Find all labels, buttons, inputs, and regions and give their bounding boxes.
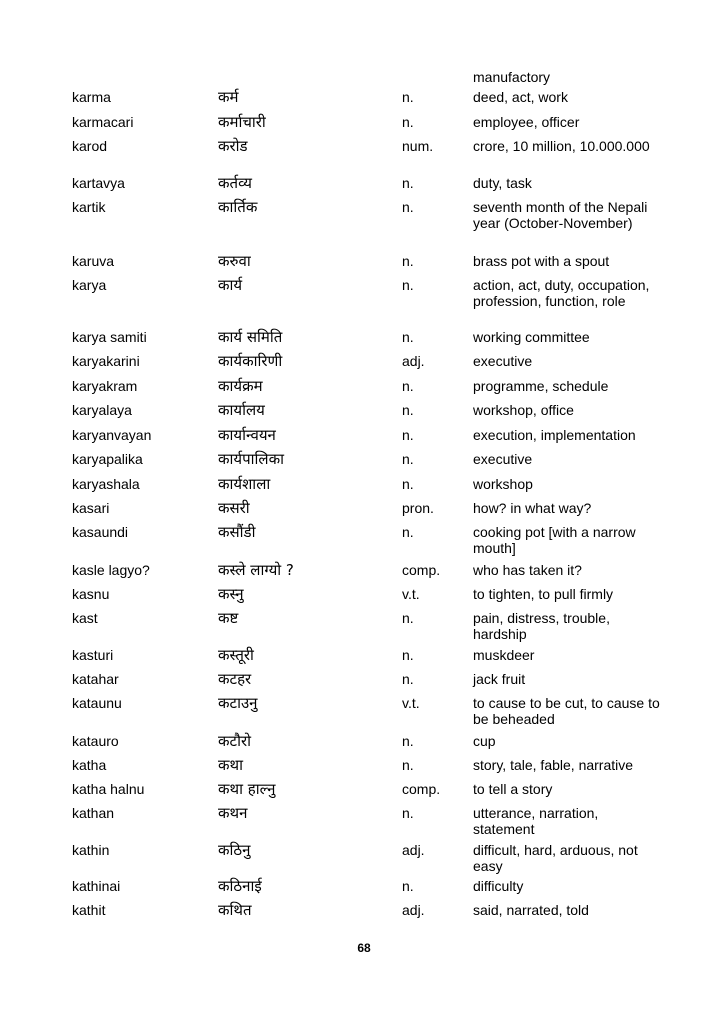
entry-nepali: कर्म — [218, 88, 239, 106]
entry-part-of-speech: n. — [402, 277, 414, 293]
entry-definition: crore, 10 million, 10.000.000 — [473, 138, 650, 154]
entry-romanized: karyashala — [72, 476, 140, 492]
entry-romanized: katha — [72, 757, 107, 773]
entry-romanized: kasaundi — [72, 524, 129, 540]
entry-part-of-speech: n. — [402, 805, 414, 821]
entry-romanized: karuva — [72, 253, 115, 269]
entry-romanized: karmacari — [72, 114, 134, 130]
entry-nepali: कार्यकारिणी — [218, 352, 283, 370]
entry-definition: workshop — [473, 476, 533, 492]
entry-romanized: karyalaya — [72, 402, 132, 418]
entry-definition: difficulty — [473, 878, 524, 894]
entry-definition: who has taken it? — [473, 562, 582, 578]
entry-part-of-speech: pron. — [402, 500, 434, 516]
entry-nepali: कटहर — [218, 670, 252, 688]
entry-part-of-speech: n. — [402, 175, 414, 191]
entry-nepali: कथन — [218, 804, 248, 822]
entry-part-of-speech: n. — [402, 476, 414, 492]
entry-definition: brass pot with a spout — [473, 253, 610, 269]
entry-romanized: karma — [72, 89, 111, 105]
entry-nepali: कटाउनु — [218, 694, 258, 712]
entry-romanized: karyapalika — [72, 451, 143, 467]
entry-definition: workshop, office — [473, 402, 574, 418]
entry-definition: action, act, duty, occupation, profession, function, role — [473, 277, 650, 309]
entry-definition: programme, schedule — [473, 378, 609, 394]
entry-part-of-speech: n. — [402, 427, 414, 443]
entry-nepali: कथा हाल्नु — [218, 780, 276, 798]
entry-part-of-speech: n. — [402, 733, 414, 749]
entry-romanized: karyanvayan — [72, 427, 152, 443]
entry-definition: executive — [473, 451, 533, 467]
entry-definition: pain, distress, trouble, hardship — [473, 610, 610, 642]
entry-part-of-speech: n. — [402, 199, 414, 215]
entry-romanized: kasturi — [72, 647, 114, 663]
entry-romanized: kasnu — [72, 586, 110, 602]
entry-definition: employee, officer — [473, 114, 580, 130]
entry-romanized: kartavya — [72, 175, 125, 191]
entry-part-of-speech: n. — [402, 451, 414, 467]
entry-definition: to tighten, to pull firmly — [473, 586, 614, 602]
entry-part-of-speech: adj. — [402, 353, 425, 369]
entry-nepali: कसरी — [218, 499, 250, 517]
entry-nepali: कर्तव्य — [218, 174, 252, 192]
entry-nepali: कार्यक्रम — [218, 377, 263, 395]
entry-romanized: kasle lagyo? — [72, 562, 150, 578]
entry-romanized: karyakarini — [72, 353, 140, 369]
entry-definition: cup — [473, 733, 496, 749]
entry-definition: working committee — [473, 329, 590, 345]
entry-nepali: कठिनु — [218, 841, 251, 859]
entry-part-of-speech: v.t. — [402, 695, 420, 711]
entry-nepali: कस्नु — [218, 585, 244, 603]
entry-romanized: katha halnu — [72, 781, 145, 797]
entry-nepali: कार्यशाला — [218, 475, 271, 493]
entry-romanized: karya — [72, 277, 107, 293]
entry-romanized: kataunu — [72, 695, 122, 711]
entry-definition: cooking pot [with a narrow mouth] — [473, 524, 636, 556]
entry-nepali: करुवा — [218, 252, 251, 270]
entry-romanized: kast — [72, 610, 98, 626]
entry-part-of-speech: n. — [402, 89, 414, 105]
entry-definition: muskdeer — [473, 647, 535, 663]
entry-part-of-speech: n. — [402, 114, 414, 130]
entry-part-of-speech: adj. — [402, 842, 425, 858]
entry-romanized: katahar — [72, 671, 119, 687]
entry-definition: execution, implementation — [473, 427, 636, 443]
entry-definition: duty, task — [473, 175, 532, 191]
entry-nepali: कटौरो — [218, 732, 251, 750]
entry-definition: difficult, hard, arduous, not easy — [473, 842, 638, 874]
entry-part-of-speech: n. — [402, 253, 414, 269]
entry-nepali: कर्माचारी — [218, 113, 266, 131]
entry-romanized: kathin — [72, 842, 110, 858]
entry-nepali: कथा — [218, 756, 243, 774]
entry-romanized: kathinai — [72, 878, 121, 894]
entry-part-of-speech: v.t. — [402, 586, 420, 602]
entry-part-of-speech: n. — [402, 610, 414, 626]
entry-part-of-speech: n. — [402, 524, 414, 540]
entry-definition: deed, act, work — [473, 89, 568, 105]
entry-nepali: कार्य समिति — [218, 328, 283, 346]
entry-definition: seventh month of the Nepali year (October-November) — [473, 199, 648, 231]
entry-romanized: karyakram — [72, 378, 138, 394]
entry-nepali: कार्यान्वयन — [218, 426, 276, 444]
entry-definition: executive — [473, 353, 533, 369]
entry-nepali: कस्ले लाग्यो ? — [218, 561, 294, 579]
entry-part-of-speech: adj. — [402, 902, 425, 918]
entry-romanized: kathit — [72, 902, 106, 918]
entry-definition: story, tale, fable, narrative — [473, 757, 634, 773]
entry-nepali: कष्ट — [218, 609, 239, 627]
entry-part-of-speech: comp. — [402, 562, 441, 578]
entry-part-of-speech: comp. — [402, 781, 441, 797]
entry-part-of-speech: n. — [402, 378, 414, 394]
entry-definition: to cause to be cut, to cause to be beheaded — [473, 695, 660, 727]
entry-nepali: करोड — [218, 137, 248, 155]
entry-definition: utterance, narration, statement — [473, 805, 599, 837]
entry-part-of-speech: num. — [402, 138, 434, 154]
entry-romanized: katauro — [72, 733, 119, 749]
entry-nepali: कार्यालय — [218, 401, 265, 419]
entry-romanized: karya samiti — [72, 329, 147, 345]
entry-romanized: kartik — [72, 199, 106, 215]
entry-romanized: kasari — [72, 500, 110, 516]
page-number: 68 — [357, 941, 371, 955]
entry-part-of-speech: n. — [402, 402, 414, 418]
entry-definition: said, narrated, told — [473, 902, 589, 918]
entry-nepali: कार्यपालिका — [218, 450, 284, 468]
entry-nepali: कथित — [218, 901, 252, 919]
continued-definition: manufactory — [473, 69, 551, 85]
entry-part-of-speech: n. — [402, 757, 414, 773]
entry-definition: how? in what way? — [473, 500, 592, 516]
entry-romanized: karod — [72, 138, 108, 154]
entry-nepali: कसौंडी — [218, 523, 256, 541]
entry-part-of-speech: n. — [402, 647, 414, 663]
entry-definition: to tell a story — [473, 781, 553, 797]
entry-nepali: कठिनाई — [218, 877, 262, 895]
entry-nepali: कस्तूरी — [218, 646, 254, 664]
entry-nepali: कार्य — [218, 276, 243, 294]
entry-part-of-speech: n. — [402, 329, 414, 345]
entry-part-of-speech: n. — [402, 671, 414, 687]
entry-nepali: कार्तिक — [218, 198, 258, 216]
entry-romanized: kathan — [72, 805, 115, 821]
entry-part-of-speech: n. — [402, 878, 414, 894]
entry-definition: jack fruit — [473, 671, 526, 687]
